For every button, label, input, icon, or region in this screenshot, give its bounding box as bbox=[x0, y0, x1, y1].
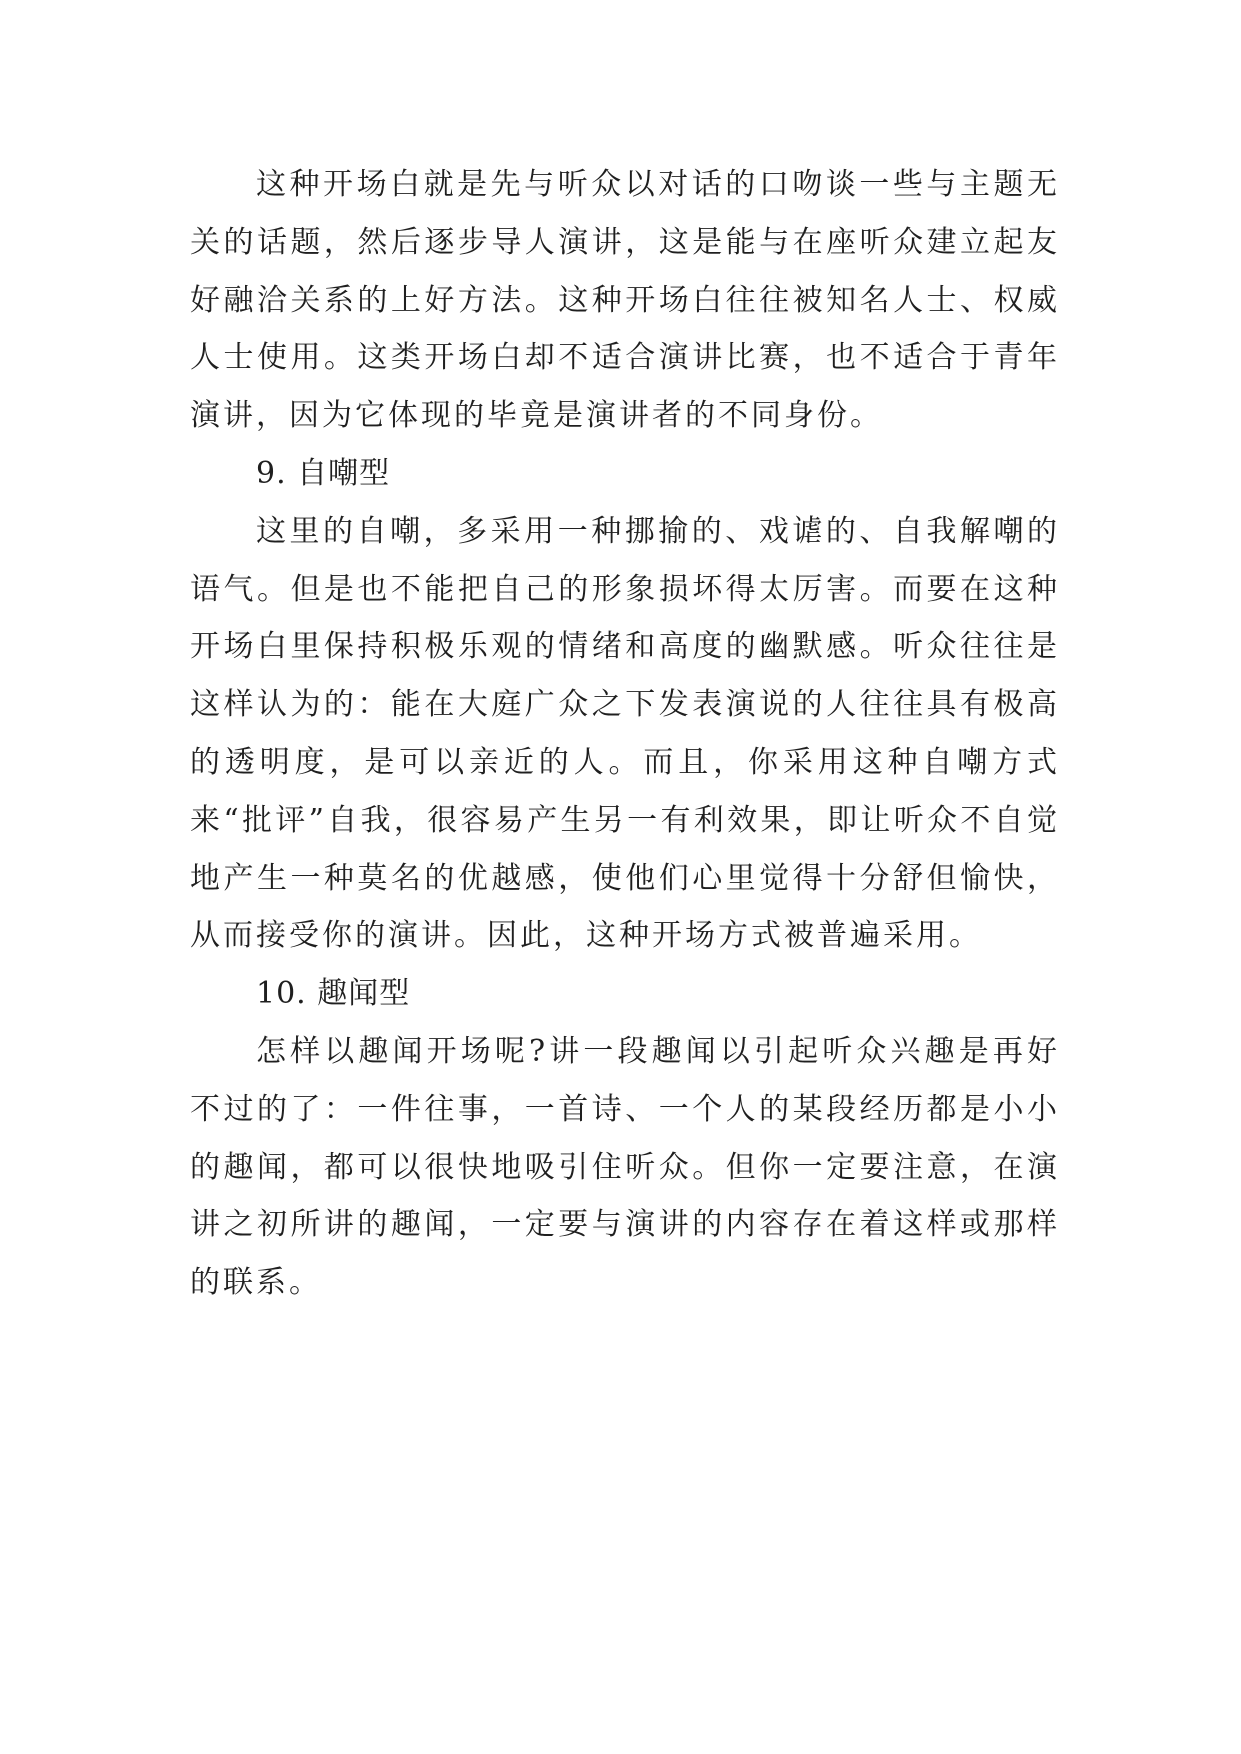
paragraph-opening-style: 这种开场白就是先与听众以对话的口吻谈一些与主题无关的话题，然后逐步导人演讲，这是能与在座听众建立起友好融洽关系的上好方法。这种开场白往往被知名人士、权威人士使用。这类开场白却不适合演讲比赛，也不适合于青年演讲，因为它体现的毕竟是演讲者的不同身份。 bbox=[190, 167, 1060, 434]
heading-self-mockery: 9. 自嘲型 bbox=[256, 455, 391, 491]
paragraph-self-mockery: 这里的自嘲，多采用一种挪揄的、戏谑的、自我解嘲的语气。但是也不能把自己的形象损坏得太厉害。而要在这种开场白里保持积极乐观的情绪和高度的幽默感。听众往往是这样认为的：能在大庭广众之下发表演说的人往往具有极高的透明度，是可以亲近的人。而且，你采用这种自嘲方式来“批评”自我，很容易产生另一有利效果，即让听众不自觉地产生一种莫名的优越感，使他们心里觉得十分舒但愉快，从而接受你的演讲。因此，这种开场方式被普遍采用。 bbox=[190, 513, 1060, 954]
heading-anecdote: 10. 趣闻型 bbox=[256, 976, 411, 1012]
document-body bbox=[190, 156, 1060, 1312]
paragraph-anecdote: 怎样以趣闻开场呢?讲一段趣闻以引起听众兴趣是再好不过的了：一件往事，一首诗、一个人的某段经历都是小小的趣闻，都可以很快地吸引住听众。但你一定要注意，在演讲之初所讲的趣闻，一定要与演讲的内容存在着这样或那样的联系。 bbox=[190, 1033, 1060, 1301]
